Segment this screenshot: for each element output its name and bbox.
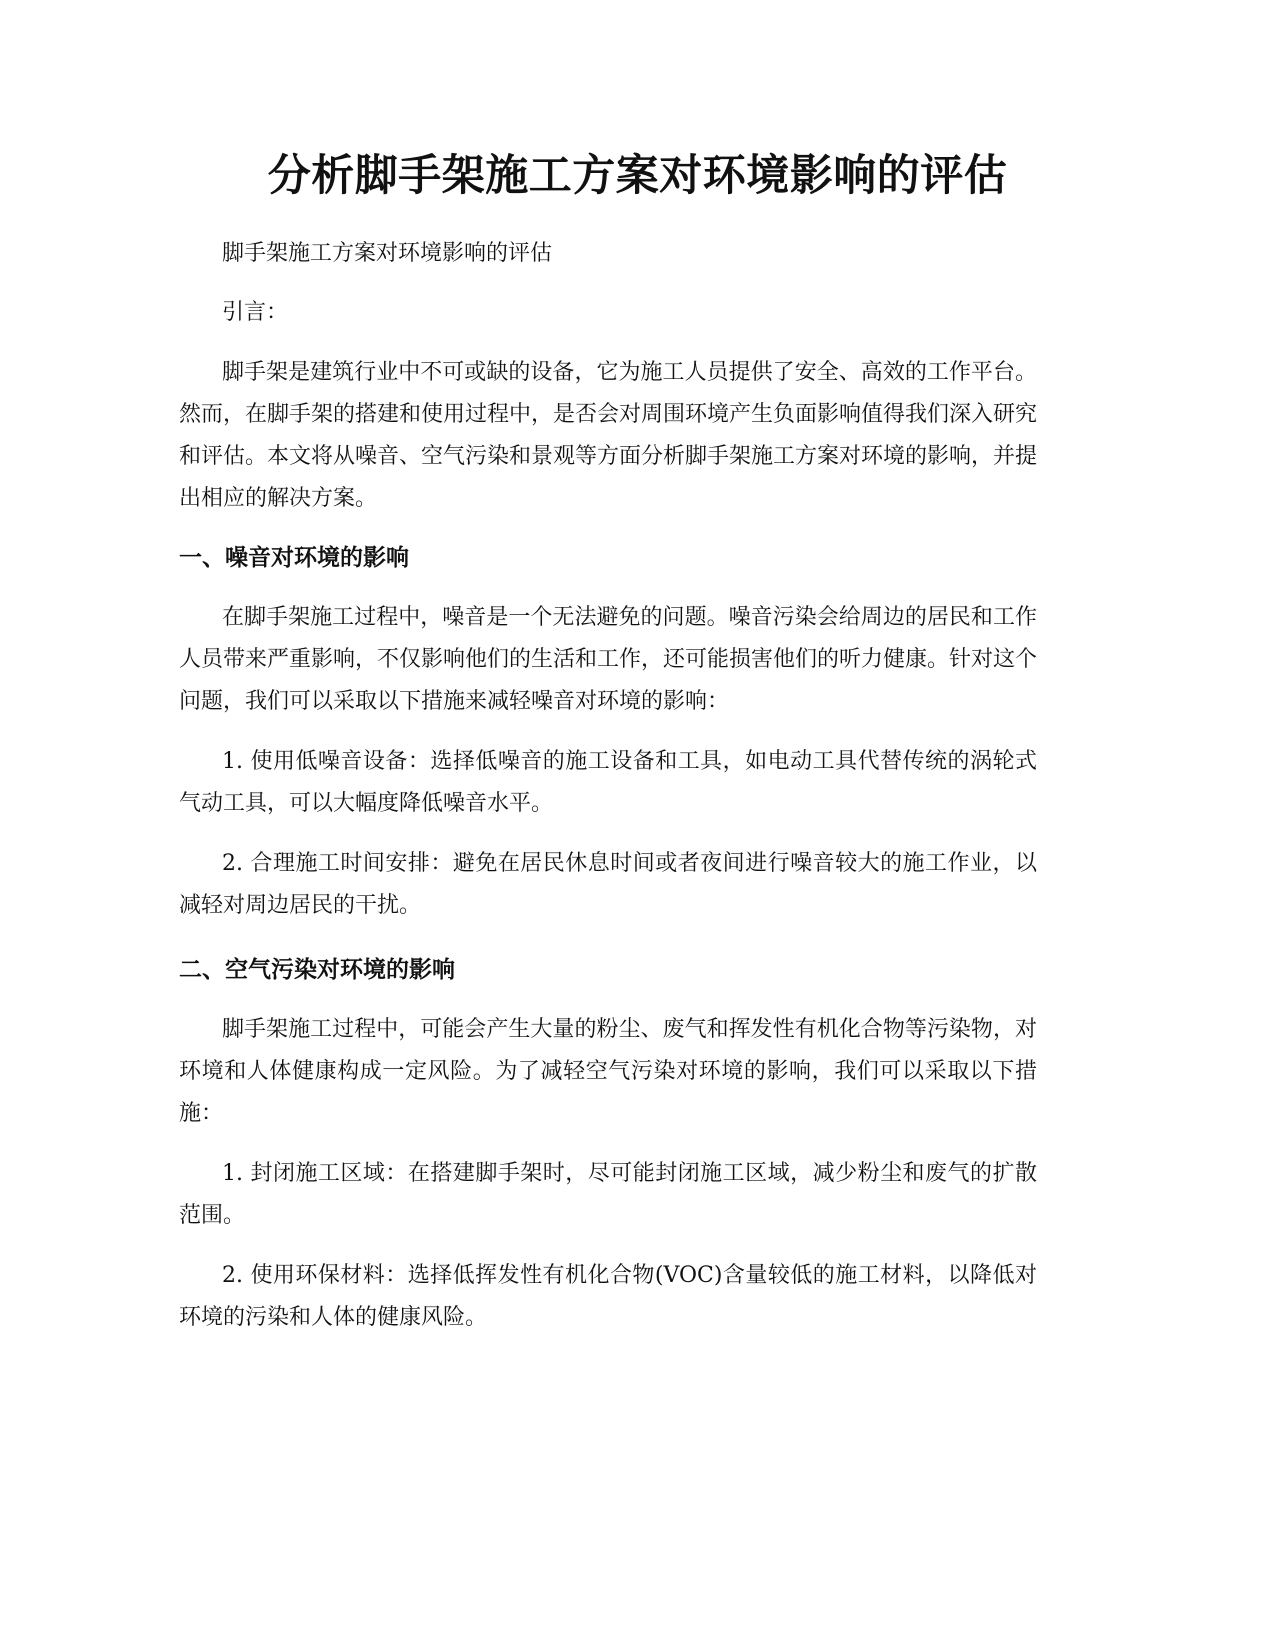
list-item: 2. 使用环保材料：选择低挥发性有机化合物(VOC)含量较低的施工材料，以降低对环境的污染和人体的健康风险。 — [179, 1263, 1037, 1330]
list-item: 1. 使用低噪音设备：选择低噪音的施工设备和工具，如电动工具代替传统的涡轮式气动工具，可以大幅度降低噪音水平。 — [179, 749, 1037, 816]
list-item: 1. 封闭施工区域：在搭建脚手架时，尽可能封闭施工区域，减少粉尘和废气的扩散范围。 — [179, 1161, 1037, 1228]
subtitle-line: 脚手架施工方案对环境影响的评估 — [222, 241, 553, 266]
section-heading-noise: 一、噪音对环境的影响 — [179, 545, 409, 571]
intro-paragraph: 脚手架是建筑行业中不可或缺的设备，它为施工人员提供了安全、高效的工作平台。然而，在脚手架的搭建和使用过程中，是否会对周围环境产生负面影响值得我们深入研究和评估。本文将从噪音、空气污染和景观等方面分析脚手架施工方案对环境的影响，并提出相应的解决方案。 — [179, 360, 1038, 511]
intro-label: 引言： — [222, 300, 289, 325]
section-paragraph-air: 脚手架施工过程中，可能会产生大量的粉尘、废气和挥发性有机化合物等污染物，对环境和人体健康构成一定风险。为了减轻空气污染对环境的影响，我们可以采取以下措施： — [179, 1017, 1037, 1126]
section-paragraph-noise: 在脚手架施工过程中，噪音是一个无法避免的问题。噪音污染会给周边的居民和工作人员带来严重影响，不仅影响他们的生活和工作，还可能损害他们的听力健康。针对这个问题，我们可以采取以下措施来减轻噪音对环境的影响： — [179, 605, 1038, 714]
section-heading-air: 二、空气污染对环境的影响 — [179, 957, 455, 983]
list-item: 2. 合理施工时间安排：避免在居民休息时间或者夜间进行噪音较大的施工作业，以减轻对周边居民的干扰。 — [179, 851, 1037, 918]
document-title: 分析脚手架施工方案对环境影响的评估 — [267, 151, 1008, 201]
